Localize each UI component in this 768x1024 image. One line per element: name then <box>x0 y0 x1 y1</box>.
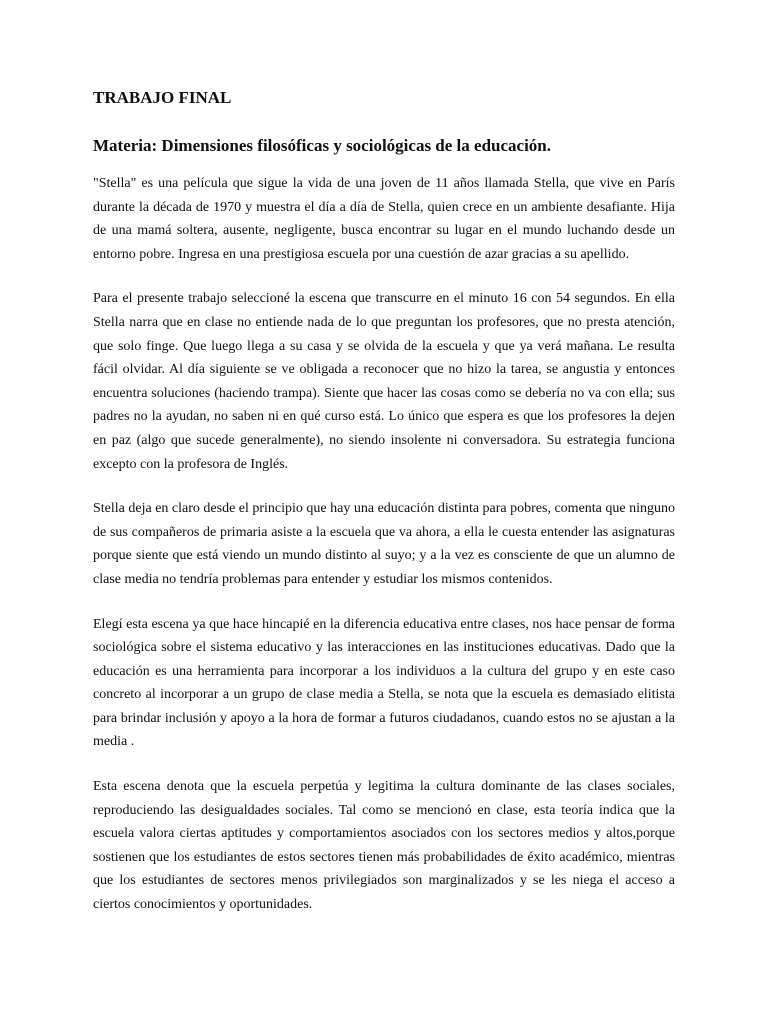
document-body <box>93 172 675 917</box>
paragraph-choice: Elegí esta escena ya que hace hincapié en la diferencia educativa entre clases, nos hace pensar de forma sociológica sobre el sistema educativo y las interacciones en las instituciones educativas. Dado que la educación es una herramienta para incorporar a los individuos a la cultura del grupo y en este caso concreto al incorporar a un grupo de clase media a Stella, se nota que la escuela es demasiado elitista para brindar inclusión y apoyo a la hora de formar a futuros ciudadanos, cuando estos no se ajustan a la media . <box>93 616 675 750</box>
paragraph-education: Stella deja en claro desde el principio que hay una educación distinta para pobres, comenta que ninguno de sus compañeros de primaria asiste a la escuela que va ahora, a ella le cuesta entender las asignaturas porque siente que está viendo un mundo distinto al suyo; y a la vez es consciente de que un alumno de clase media no tendría problemas para entender y estudiar los mismos contenidos. <box>93 501 675 587</box>
document-page <box>93 86 675 938</box>
paragraph-intro: "Stella" es una película que sigue la vida de una joven de 11 años llamada Stella, que vive en París durante la década de 1970 y muestra el día a día de Stella, quien crece en un ambiente desafiante. Hija de una mamá soltera, ausente, negligente, busca encontrar su lugar en el mundo luchando desde un entorno pobre. Ingresa en una prestigiosa escuela por una cuestión de azar gracias a su apellido. <box>93 176 675 262</box>
document-title: TRABAJO FINAL <box>93 88 232 107</box>
document-subject: Materia: Dimensiones filosóficas y sociológicas de la educación. <box>93 136 552 155</box>
paragraph-conclusion: Esta escena denota que la escuela perpetúa y legitima la cultura dominante de las clases sociales, reproduciendo las desigualdades sociales. Tal como se mencionó en clase, esta teoría indica que la escuela valora ciertas aptitudes y comportamientos asociados con los sectores medios y altos,porque sostienen que los estudiantes de estos sectores tienen más probabilidades de éxito académico, mientras que los estudiantes de sectores menos privilegiados son marginalizados y se les niega el acceso a ciertos conocimientos y oportunidades. <box>93 779 675 913</box>
paragraph-scene: Para el presente trabajo seleccioné la escena que transcurre en el minuto 16 con 54 segundos. En ella Stella narra que en clase no entiende nada de lo que preguntan los profesores, que no presta atención, que solo finge. Que luego llega a su casa y se olvida de la escuela y que ya verá mañana. Le resulta fácil olvidar. Al día siguiente se ve obligada a reconocer que no hizo la tarea, se angustia y entonces encuentra soluciones (haciendo trampa). Siente que hacer las cosas como se debería no va con ella; sus padres no la ayudan, no saben ni en qué curso está. Lo único que espera es que los profesores la dejen en paz (algo que sucede generalmente), no siendo insolente ni conversadora. Su estrategia funciona excepto con la profesora de Inglés. <box>93 291 675 472</box>
